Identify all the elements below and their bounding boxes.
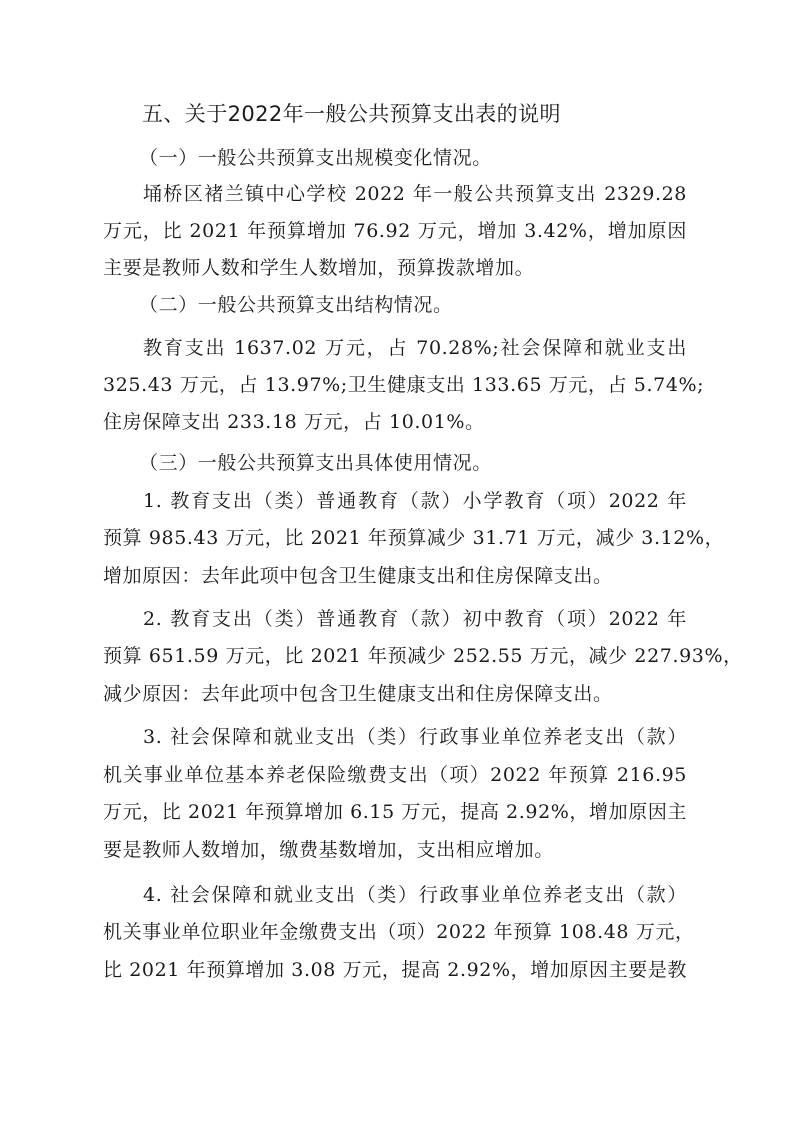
paragraph-line: 埇桥区褚兰镇中心学校 2022 年一般公共预算支出 2329.28 (143, 183, 687, 205)
list-item-line: 万元，比 2021 年预算增加 6.15 万元，提高 2.92%，增加原因主 (103, 801, 688, 823)
page-title: 五、关于2022年一般公共预算支出表的说明 (142, 102, 561, 126)
section-heading-2: （二）一般公共预算支出结构情况。 (139, 294, 453, 316)
list-item-line: 机关事业单位职业年金缴费支出（项）2022 年预算 108.48 万元， (103, 921, 695, 943)
paragraph-line: 万元，比 2021 年预算增加 76.92 万元，增加 3.42%，增加原因 (103, 220, 687, 242)
paragraph-line: 325.43 万元，占 13.97%;卫生健康支出 133.65 万元，占 5.74%; (103, 374, 705, 396)
list-item-line: 4. 社会保障和就业支出（类）行政事业单位养老支出（款） (143, 884, 687, 906)
section-heading-1: （一）一般公共预算支出规模变化情况。 (139, 147, 492, 169)
list-item-line: 预算 985.43 万元，比 2021 年预算减少 31.71 万元，减少 3.12%， (103, 527, 725, 549)
list-item-line: 减少原因：去年此项中包含卫生健康支出和住房保障支出。 (103, 683, 613, 705)
list-item-line: 比 2021 年预算增加 3.08 万元，提高 2.92%，增加原因主要是教 (103, 959, 688, 981)
list-item-line: 要是教师人数增加，缴费基数增加，支出相应增加。 (103, 839, 554, 861)
paragraph-line: 主要是教师人数和学生人数增加，预算拨款增加。 (103, 257, 535, 279)
list-item-line: 机关事业单位基本养老保险缴费支出（项）2022 年预算 216.95 (103, 764, 687, 786)
list-item-line: 增加原因：去年此项中包含卫生健康支出和住房保障支出。 (103, 565, 613, 587)
list-item-line: 1. 教育支出（类）普通教育（款）小学教育（项）2022 年 (143, 490, 687, 512)
section-heading-3: （三）一般公共预算支出具体使用情况。 (139, 452, 492, 474)
paragraph-line: 教育支出 1637.02 万元，占 70.28%;社会保障和就业支出 (143, 337, 687, 359)
list-item-line: 预算 651.59 万元，比 2021 年预减少 252.55 万元，减少 227.93%， (103, 645, 743, 667)
paragraph-line: 住房保障支出 233.18 万元，占 10.01%。 (103, 411, 485, 433)
list-item-line: 3. 社会保障和就业支出（类）行政事业单位养老支出（款） (143, 726, 687, 748)
list-item-line: 2. 教育支出（类）普通教育（款）初中教育（项）2022 年 (143, 608, 687, 630)
